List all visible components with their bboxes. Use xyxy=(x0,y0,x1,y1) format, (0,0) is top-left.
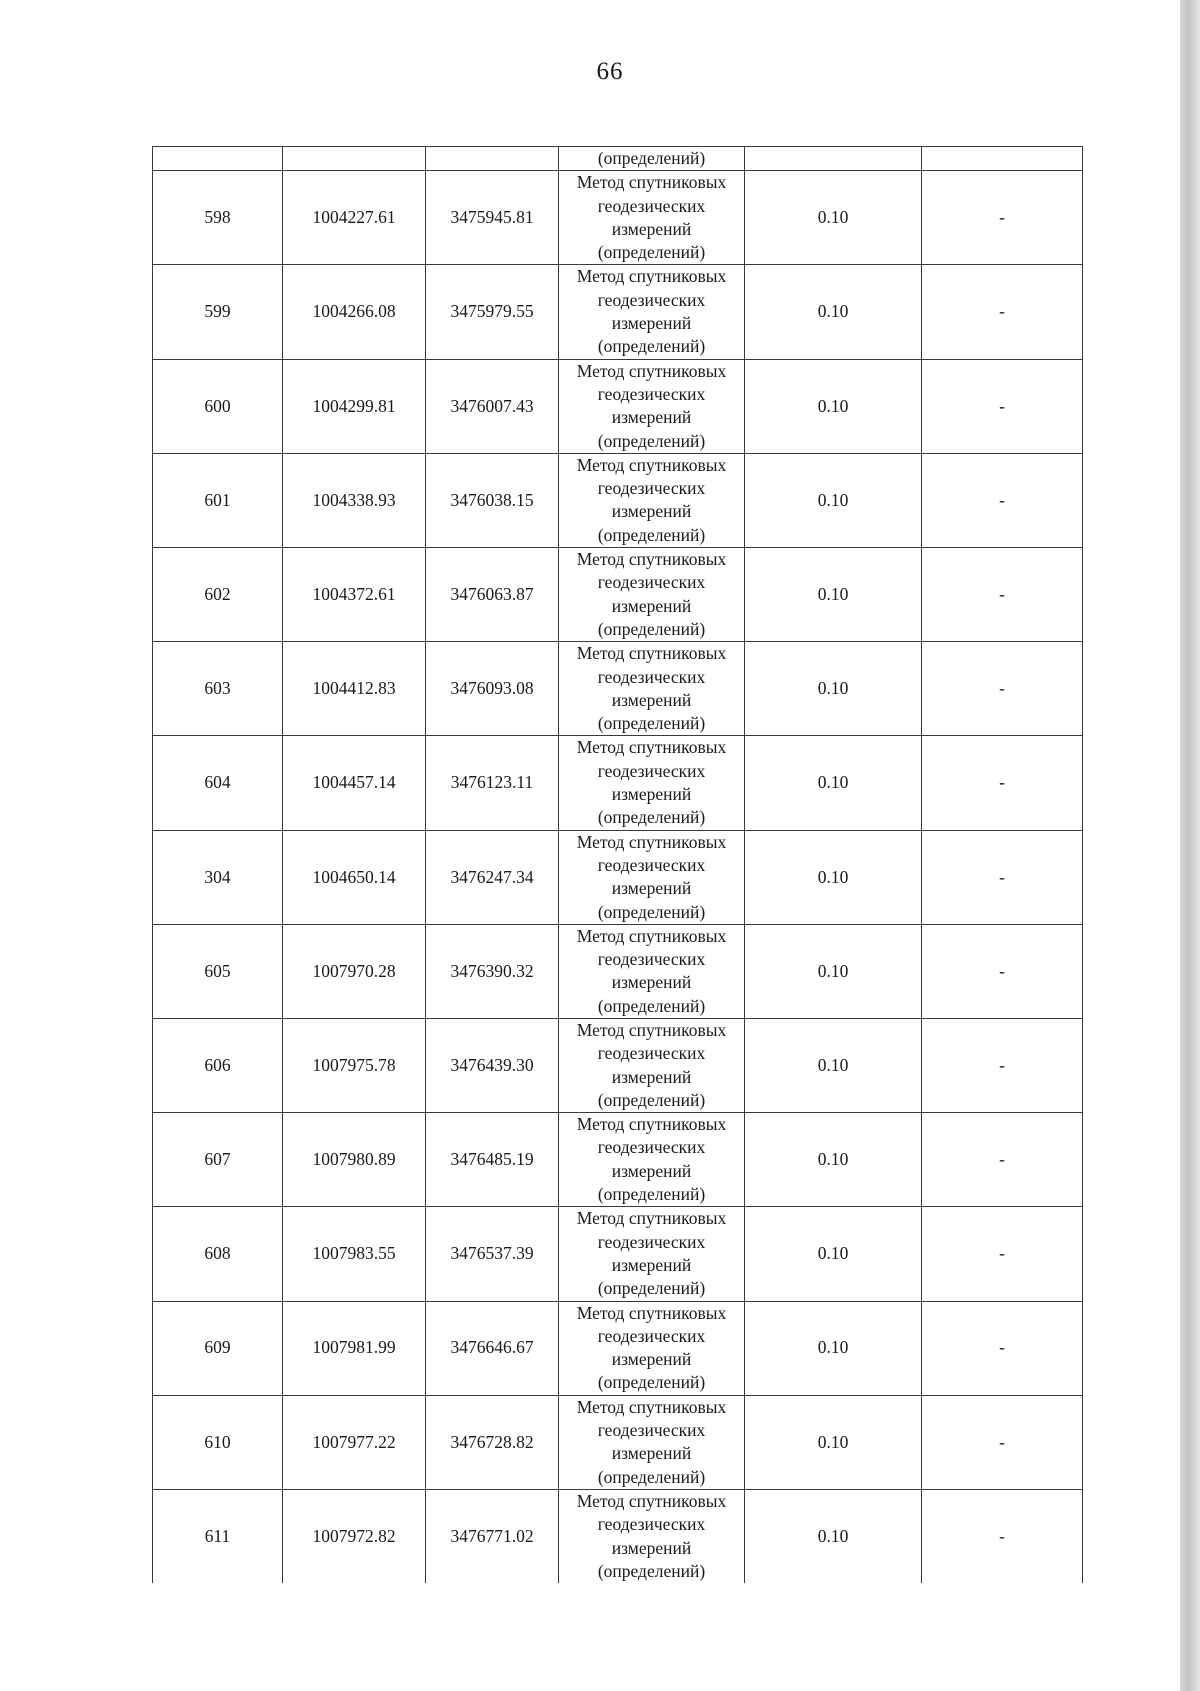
cell-y: 3476537.39 xyxy=(426,1207,559,1301)
cell-method xyxy=(559,1301,745,1395)
method-line: геодезических xyxy=(597,478,706,499)
method-line: Метод спутниковых xyxy=(576,360,727,381)
method-line: Метод спутниковых xyxy=(576,643,727,664)
cell-y: 3475945.81 xyxy=(426,171,559,265)
method-line: Метод спутниковых xyxy=(576,172,727,193)
table-row xyxy=(153,1113,1083,1207)
cell-x: 1004299.81 xyxy=(283,359,426,453)
method-line: измерений xyxy=(611,1537,692,1558)
cell-point: 607 xyxy=(153,1113,283,1207)
cell-note: - xyxy=(922,1018,1083,1112)
method-line: Метод спутниковых xyxy=(576,737,727,758)
cell-accuracy: 0.10 xyxy=(745,548,922,642)
method-line: (определений) xyxy=(597,618,706,639)
cell-accuracy: 0.10 xyxy=(745,1207,922,1301)
method-line: (определений) xyxy=(597,1089,706,1110)
cell-method xyxy=(559,830,745,924)
cell-x: 1007972.82 xyxy=(283,1489,426,1583)
method-line: Метод спутниковых xyxy=(576,1208,727,1229)
cell-y: 3476439.30 xyxy=(426,1018,559,1112)
method-line: измерений xyxy=(611,784,692,805)
cell-point: 304 xyxy=(153,830,283,924)
method-line: геодезических xyxy=(597,1137,706,1158)
cell-accuracy: 0.10 xyxy=(745,171,922,265)
cell-y xyxy=(426,147,559,171)
cell-method xyxy=(559,359,745,453)
cell-point: 601 xyxy=(153,453,283,547)
method-line: Метод спутниковых xyxy=(576,1490,727,1511)
method-line: измерений xyxy=(611,689,692,710)
cell-point: 610 xyxy=(153,1395,283,1489)
cell-x: 1007975.78 xyxy=(283,1018,426,1112)
cell-x: 1007983.55 xyxy=(283,1207,426,1301)
cell-point: 611 xyxy=(153,1489,283,1583)
method-line: геодезических xyxy=(597,760,706,781)
method-line: геодезических xyxy=(597,854,706,875)
cell-y: 3476771.02 xyxy=(426,1489,559,1583)
cell-method xyxy=(559,171,745,265)
method-line: измерений xyxy=(611,595,692,616)
cell-point: 603 xyxy=(153,642,283,736)
table-row xyxy=(153,1395,1083,1489)
table-body xyxy=(153,147,1083,1584)
continuation-row xyxy=(153,147,1083,171)
cell-method xyxy=(559,1018,745,1112)
page-number: 66 xyxy=(596,58,624,85)
cell-accuracy: 0.10 xyxy=(745,359,922,453)
cell-accuracy: 0.10 xyxy=(745,924,922,1018)
cell-accuracy: 0.10 xyxy=(745,453,922,547)
cell-accuracy: 0.10 xyxy=(745,830,922,924)
cell-point: 609 xyxy=(153,1301,283,1395)
cell-x: 1004457.14 xyxy=(283,736,426,830)
table-row xyxy=(153,830,1083,924)
cell-y: 3476646.67 xyxy=(426,1301,559,1395)
cell-accuracy: 0.10 xyxy=(745,1018,922,1112)
cell-note: - xyxy=(922,1489,1083,1583)
method-line: (определений) xyxy=(597,430,706,451)
method-line: геодезических xyxy=(597,383,706,404)
cell-method xyxy=(559,1489,745,1583)
method-line: измерений xyxy=(611,501,692,522)
cell-y: 3476485.19 xyxy=(426,1113,559,1207)
cell-note: - xyxy=(922,1113,1083,1207)
cell-note: - xyxy=(922,736,1083,830)
cell-method xyxy=(559,1207,745,1301)
table-row xyxy=(153,548,1083,642)
cell-note xyxy=(922,147,1083,171)
method-line: (определений) xyxy=(597,1372,706,1393)
cell-accuracy: 0.10 xyxy=(745,1489,922,1583)
method-line: измерений xyxy=(611,313,692,334)
cell-note: - xyxy=(922,1207,1083,1301)
table-row xyxy=(153,924,1083,1018)
method-line: геодезических xyxy=(597,195,706,216)
method-line: (определений) xyxy=(597,1184,706,1205)
cell-method xyxy=(559,642,745,736)
cell-point: 605 xyxy=(153,924,283,1018)
cell-point: 600 xyxy=(153,359,283,453)
cell-point xyxy=(153,147,283,171)
cell-method xyxy=(559,1395,745,1489)
method-line: измерений xyxy=(611,972,692,993)
table-row xyxy=(153,359,1083,453)
cell-accuracy: 0.10 xyxy=(745,265,922,359)
cell-y: 3475979.55 xyxy=(426,265,559,359)
cell-method xyxy=(559,924,745,1018)
cell-x: 1004338.93 xyxy=(283,453,426,547)
method-line: Метод спутниковых xyxy=(576,549,727,570)
method-line: (определений) xyxy=(597,1466,706,1487)
cell-note: - xyxy=(922,1395,1083,1489)
cell-point: 608 xyxy=(153,1207,283,1301)
method-line: измерений xyxy=(611,878,692,899)
cell-x xyxy=(283,147,426,171)
method-line: (определений) xyxy=(597,1278,706,1299)
method-line: (определений) xyxy=(597,713,706,734)
method-line: Метод спутниковых xyxy=(576,1114,727,1135)
page-edge-shadow xyxy=(1180,0,1200,1691)
cell-point: 606 xyxy=(153,1018,283,1112)
cell-point: 604 xyxy=(153,736,283,830)
cell-y: 3476123.11 xyxy=(426,736,559,830)
coordinates-table xyxy=(152,146,1083,1583)
cell-x: 1004412.83 xyxy=(283,642,426,736)
table-row xyxy=(153,642,1083,736)
cell-note: - xyxy=(922,830,1083,924)
cell-accuracy: 0.10 xyxy=(745,1301,922,1395)
method-line: геодезических xyxy=(597,1043,706,1064)
method-line: геодезических xyxy=(597,289,706,310)
cell-point: 598 xyxy=(153,171,283,265)
cell-accuracy: 0.10 xyxy=(745,736,922,830)
cell-x: 1004650.14 xyxy=(283,830,426,924)
cell-note: - xyxy=(922,548,1083,642)
method-line: Метод спутниковых xyxy=(576,831,727,852)
table-row xyxy=(153,453,1083,547)
cell-y: 3476093.08 xyxy=(426,642,559,736)
method-line: Метод спутниковых xyxy=(576,454,727,475)
cell-x: 1004266.08 xyxy=(283,265,426,359)
cell-method: (определений) xyxy=(559,147,745,171)
cell-method xyxy=(559,736,745,830)
cell-x: 1007980.89 xyxy=(283,1113,426,1207)
method-line: геодезических xyxy=(597,572,706,593)
cell-x: 1007970.28 xyxy=(283,924,426,1018)
table-row xyxy=(153,1207,1083,1301)
cell-x: 1004227.61 xyxy=(283,171,426,265)
cell-method xyxy=(559,548,745,642)
method-line: (определений) xyxy=(597,242,706,263)
table-row xyxy=(153,1301,1083,1395)
table-row xyxy=(153,265,1083,359)
cell-x: 1007977.22 xyxy=(283,1395,426,1489)
cell-point: 599 xyxy=(153,265,283,359)
cell-note: - xyxy=(922,453,1083,547)
cell-y: 3476038.15 xyxy=(426,453,559,547)
cell-accuracy: 0.10 xyxy=(745,642,922,736)
method-line: (определений) xyxy=(597,1560,706,1581)
method-line: геодезических xyxy=(597,1420,706,1441)
cell-method xyxy=(559,453,745,547)
table-row xyxy=(153,736,1083,830)
method-line: (определений) xyxy=(597,995,706,1016)
method-line: Метод спутниковых xyxy=(576,1302,727,1323)
method-line: измерений xyxy=(611,1254,692,1275)
cell-y: 3476063.87 xyxy=(426,548,559,642)
cell-accuracy: 0.10 xyxy=(745,1113,922,1207)
cell-note: - xyxy=(922,265,1083,359)
cell-method xyxy=(559,1113,745,1207)
cell-note: - xyxy=(922,642,1083,736)
method-line: Метод спутниковых xyxy=(576,1396,727,1417)
method-line: измерений xyxy=(611,407,692,428)
method-line: Метод спутниковых xyxy=(576,1019,727,1040)
cell-y: 3476728.82 xyxy=(426,1395,559,1489)
method-line: измерений xyxy=(611,1066,692,1087)
method-line: Метод спутниковых xyxy=(576,925,727,946)
cell-x: 1004372.61 xyxy=(283,548,426,642)
table-row xyxy=(153,171,1083,265)
cell-accuracy xyxy=(745,147,922,171)
method-line: геодезических xyxy=(597,666,706,687)
cell-method xyxy=(559,265,745,359)
method-line: геодезических xyxy=(597,949,706,970)
table-row xyxy=(153,1489,1083,1583)
cell-point: 602 xyxy=(153,548,283,642)
cell-accuracy: 0.10 xyxy=(745,1395,922,1489)
cell-note: - xyxy=(922,359,1083,453)
method-line: (определений) xyxy=(597,901,706,922)
method-line: измерений xyxy=(611,1160,692,1181)
method-line: (определений) xyxy=(597,336,706,357)
cell-note: - xyxy=(922,924,1083,1018)
method-line: измерений xyxy=(611,1443,692,1464)
cell-y: 3476247.34 xyxy=(426,830,559,924)
method-line: (определений) xyxy=(597,807,706,828)
cell-y: 3476390.32 xyxy=(426,924,559,1018)
method-line: геодезических xyxy=(597,1231,706,1252)
method-line: геодезических xyxy=(597,1325,706,1346)
method-line: измерений xyxy=(611,218,692,239)
cell-note: - xyxy=(922,1301,1083,1395)
method-line: (определений) xyxy=(597,524,706,545)
table-row xyxy=(153,1018,1083,1112)
method-line: геодезических xyxy=(597,1514,706,1535)
cell-note: - xyxy=(922,171,1083,265)
method-line: измерений xyxy=(611,1349,692,1370)
cell-y: 3476007.43 xyxy=(426,359,559,453)
method-line: Метод спутниковых xyxy=(576,266,727,287)
cell-x: 1007981.99 xyxy=(283,1301,426,1395)
